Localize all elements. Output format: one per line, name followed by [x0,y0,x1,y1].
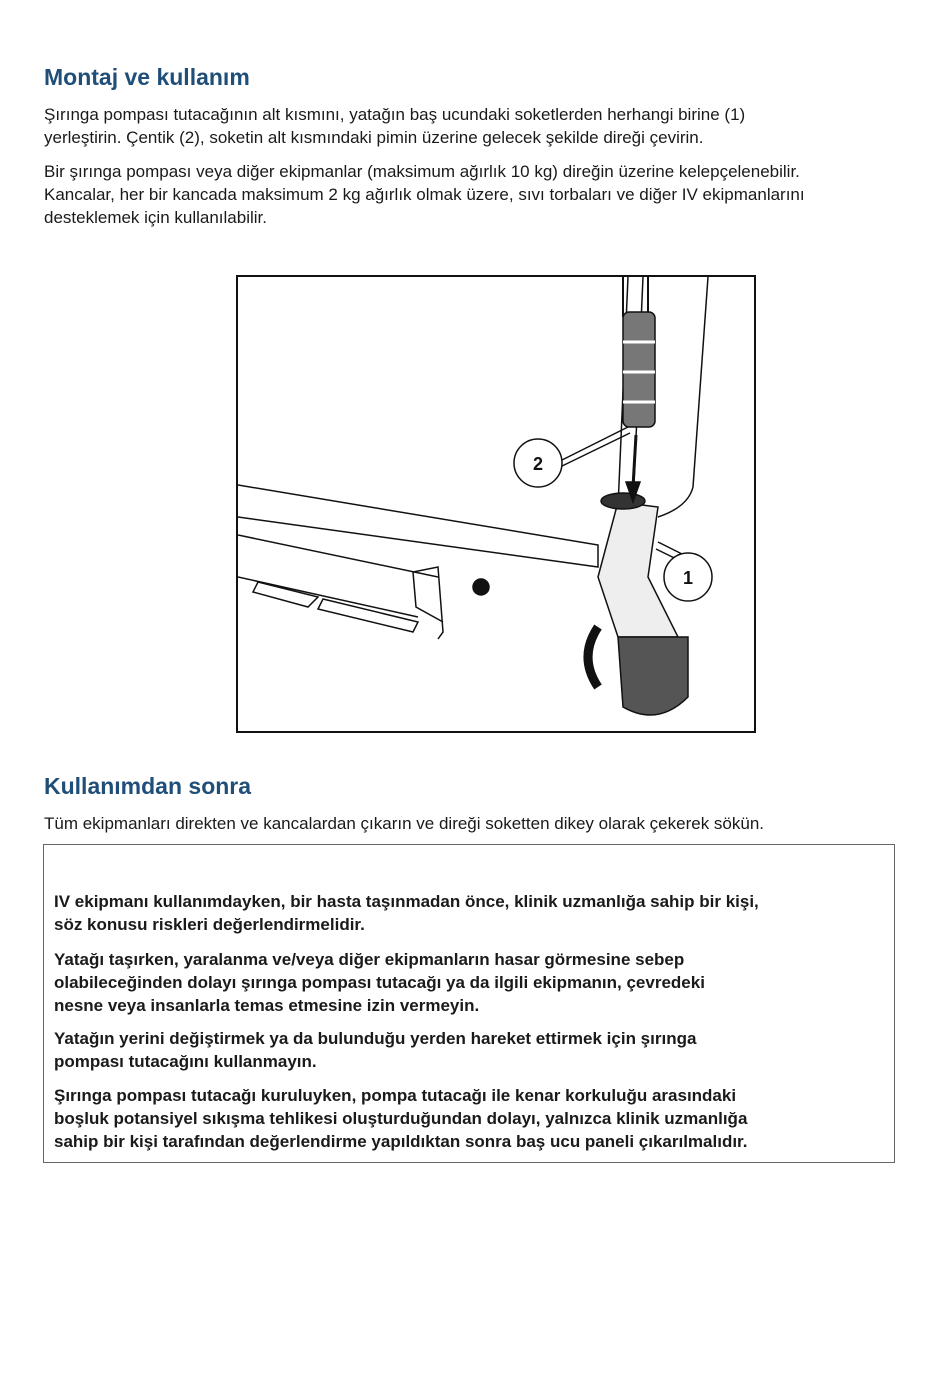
text-line: sahip bir kişi tarafından değerlendirme yapıldıktan sonra baş ucu paneli çıkarılmalıdır. [54,1132,748,1151]
text-line: söz konusu riskleri değerlendirmelidir. [54,915,365,934]
pole-installation-figure [236,275,756,733]
text-line: Kancalar, her bir kancada maksimum 2 kg ağırlık olmak üzere, sıvı torbaları ve diğer IV ekipmanlarını [44,185,805,204]
text-line: Şırınga pompası tutacağının alt kısmını, yatağın baş ucundaki soketlerden herhangi birine (1) [44,105,746,124]
assembly-paragraph-2 [44,160,805,229]
text-line: pompası tutacağını kullanmayın. [54,1052,317,1071]
assembly-paragraph-1 [44,103,745,149]
warning-paragraph-4 [54,1084,747,1153]
text-line: Yatağın yerini değiştirmek ya da bulunduğu yerden hareket ettirmek için şırınga [54,1029,697,1048]
warning-paragraph-3 [54,1027,696,1073]
callout-2-label: 2 [532,454,544,474]
section-title-after-use: Kullanımdan sonra [44,773,252,799]
text-line: boşluk potansiyel sıkışma tehlikesi oluşturduğundan dolayı, yalnızca klinik uzmanlığa [54,1109,748,1128]
text-line: Şırınga pompası tutacağı kuruluyken, pompa tutacağı ile kenar korkuluğu arasındaki [54,1086,737,1105]
callout-1-label: 1 [682,568,694,588]
text-line: IV ekipmanı kullanımdayken, bir hasta taşınmadan önce, klinik uzmanlığa sahip bir kişi, [54,892,759,911]
warning-box [43,844,895,1163]
warning-paragraph-2 [54,948,705,1017]
text-line: olabileceğinden dolayı şırınga pompası tutacağı ya da ilgili ekipmanın, çevredeki [54,973,705,992]
text-line: nesne veya insanlarla temas etmesine izin vermeyin. [54,996,480,1015]
warning-paragraph-1 [54,890,759,936]
text-line: Tüm ekipmanları direkten ve kancalardan çıkarın ve direği soketten dikey olarak çekerek sökün. [44,814,765,833]
text-line: Yatağı taşırken, yaralanma ve/veya diğer ekipmanların hasar görmesine sebep [54,950,685,969]
text-line: yerleştirin. Çentik (2), soketin alt kısmındaki pimin üzerine gelecek şekilde direği çevirin. [44,128,704,147]
text-line: desteklemek için kullanılabilir. [44,208,267,227]
text-line: Bir şırınga pompası veya diğer ekipmanlar (maksimum ağırlık 10 kg) direğin üzerine kelepçelenebilir. [44,162,800,181]
after-use-paragraph [44,812,764,835]
section-title-assembly: Montaj ve kullanım [44,64,250,90]
